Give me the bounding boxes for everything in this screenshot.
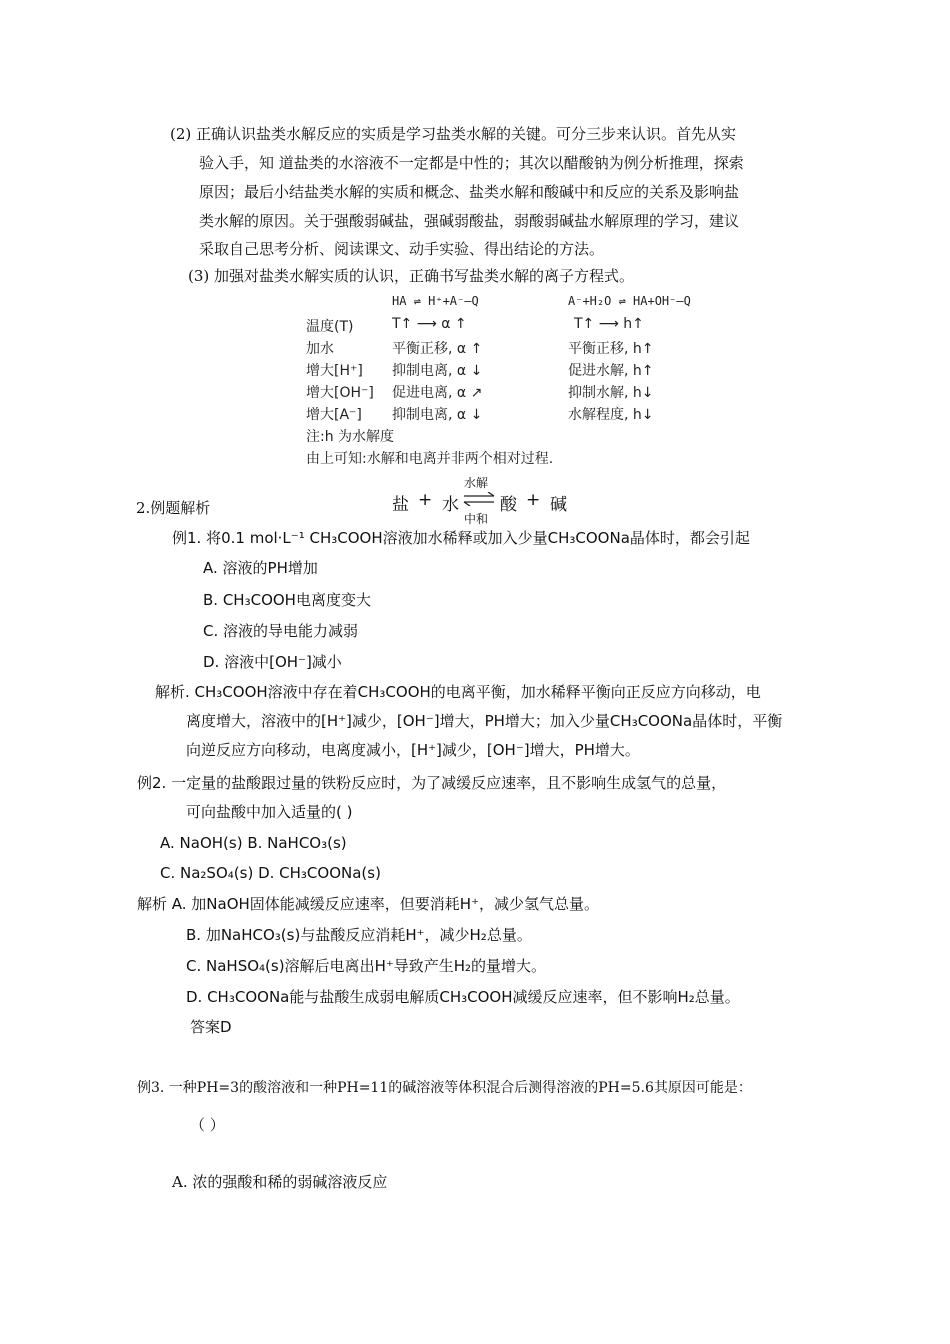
option-d: D. 溶液中[OH⁻]减小 — [203, 653, 342, 671]
options-row: C. Na₂SO₄(s) D. CH₃COONa(s) — [160, 864, 381, 882]
solution-line: 离度增大，溶液中的[H⁺]减少，[OH⁻]增大，PH增大；加入少量CH₃COONa晶体时，平衡 — [186, 712, 783, 730]
row-label: 增大[OH⁻] — [306, 385, 374, 401]
text-line: 类水解的原因。关于强酸弱碱盐，强碱弱酸盐，弱酸弱碱盐水解原理的学习，建议 — [199, 212, 740, 230]
solution-line: D. CH₃COONa能与盐酸生成弱电解质CH₃COOH减缓反应速率，但不影响H₂总量。 — [186, 988, 740, 1006]
solution-line: 解析 A. 加NaOH固体能减缓反应速率，但要消耗H⁺，减少氢气总量。 — [137, 895, 599, 913]
row-ionization: T↑ ⟶ α ↑ — [392, 316, 467, 332]
question: 可向盐酸中加入适量的( ) — [186, 803, 353, 821]
base-label: 碱 — [550, 495, 567, 515]
neutralization-label: 中和 — [464, 512, 489, 526]
row-ionization: 抑制电离, α ↓ — [392, 363, 483, 379]
ionization-equation: HA ⇌ H⁺+A⁻—Q — [392, 294, 479, 308]
answer: 答案D — [190, 1018, 232, 1036]
row-label: 增大[H⁺] — [306, 363, 363, 379]
acid-label: 酸 — [500, 495, 517, 515]
hydrolysis-neutralization-scheme — [392, 478, 582, 528]
option-a: A. 溶液的PH增加 — [203, 559, 318, 577]
text-line: 验入手，知 道盐类的水溶液不一定都是中性的；其次以醋酸钠为例分析推理，探索 — [199, 154, 744, 172]
row-hydrolysis: 水解程度, h↓ — [568, 407, 654, 423]
hydrolysis-comparison-table — [306, 294, 766, 469]
text-line: (2) 正确认识盐类水解反应的实质是学习盐类水解的关键。可分三步来认识。首先从实 — [170, 125, 737, 143]
row-hydrolysis: 抑制水解, h↓ — [568, 385, 654, 401]
text-line: 采取自己思考分析、阅读课文、动手实验、得出结论的方法。 — [199, 240, 605, 258]
row-label: 增大[A⁻] — [306, 407, 362, 423]
salt-label: 盐 — [392, 495, 409, 515]
row-ionization: 平衡正移, α ↑ — [392, 341, 483, 357]
row-ionization: 抑制电离, α ↓ — [392, 407, 483, 423]
question: 例2. 一定量的盐酸跟过量的铁粉反应时，为了减缓反应速率，且不影响生成氢气的总量， — [137, 774, 727, 792]
solution-line: B. 加NaHCO₃(s)与盐酸反应消耗H⁺，减少H₂总量。 — [186, 926, 532, 944]
plus-sign: + — [418, 490, 433, 510]
table-conclusion: 由上可知:水解和电离并非两个相对过程. — [306, 451, 554, 467]
row-ionization: 促进电离, α ↗ — [392, 385, 483, 401]
hydrolysis-equation: A⁻+H₂O ⇌ HA+OH⁻—Q — [568, 294, 691, 308]
text-line: 原因；最后小结盐类水解的实质和概念、盐类水解和酸碱中和反应的关系及影响盐 — [199, 183, 740, 201]
section-3-heading: (3) 加强对盐类水解实质的认识，正确书写盐类水解的离子方程式。 — [188, 267, 635, 285]
options-row: A. NaOH(s) B. NaHCO₃(s) — [160, 834, 347, 852]
row-label: 加水 — [306, 341, 334, 357]
question: 例1. 将0.1 mol·L⁻¹ CH₃COOH溶液加水稀释或加入少量CH₃COONa晶体时，都会引起 — [172, 529, 750, 547]
hydrolysis-label: 水解 — [464, 476, 489, 490]
plus-sign: + — [526, 490, 541, 510]
water-label: 水 — [442, 495, 459, 515]
table-note: 注:h 为水解度 — [306, 429, 395, 445]
question: 例3. 一种PH=3的酸溶液和一种PH=11的碱溶液等体积混合后测得溶液的PH=5.6其原因可能是： — [137, 1080, 752, 1096]
equilibrium-arrow-icon — [462, 492, 496, 506]
row-hydrolysis: 促进水解, h↑ — [568, 363, 654, 379]
row-hydrolysis: 平衡正移, h↑ — [568, 341, 654, 357]
examples-heading: 2.例题解析 — [136, 499, 211, 517]
option-a: A. 浓的强酸和稀的弱碱溶液反应 — [172, 1173, 388, 1191]
solution-line: C. NaHSO₄(s)溶解后电离出H⁺导致产生H₂的量增大。 — [186, 957, 547, 975]
option-b: B. CH₃COOH电离度变大 — [203, 591, 371, 609]
solution-line: 解析. CH₃COOH溶液中存在着CH₃COOH的电离平衡，加水稀释平衡向正反应方向移动，电 — [155, 683, 761, 701]
row-label: 温度(T) — [306, 319, 354, 335]
answer-blank: （ ） — [190, 1116, 225, 1134]
solution-line: 向逆反应方向移动，电离度减小，[H⁺]减少，[OH⁻]增大，PH增大。 — [186, 741, 640, 759]
row-hydrolysis: T↑ ⟶ h↑ — [574, 316, 644, 332]
option-c: C. 溶液的导电能力减弱 — [203, 622, 359, 640]
